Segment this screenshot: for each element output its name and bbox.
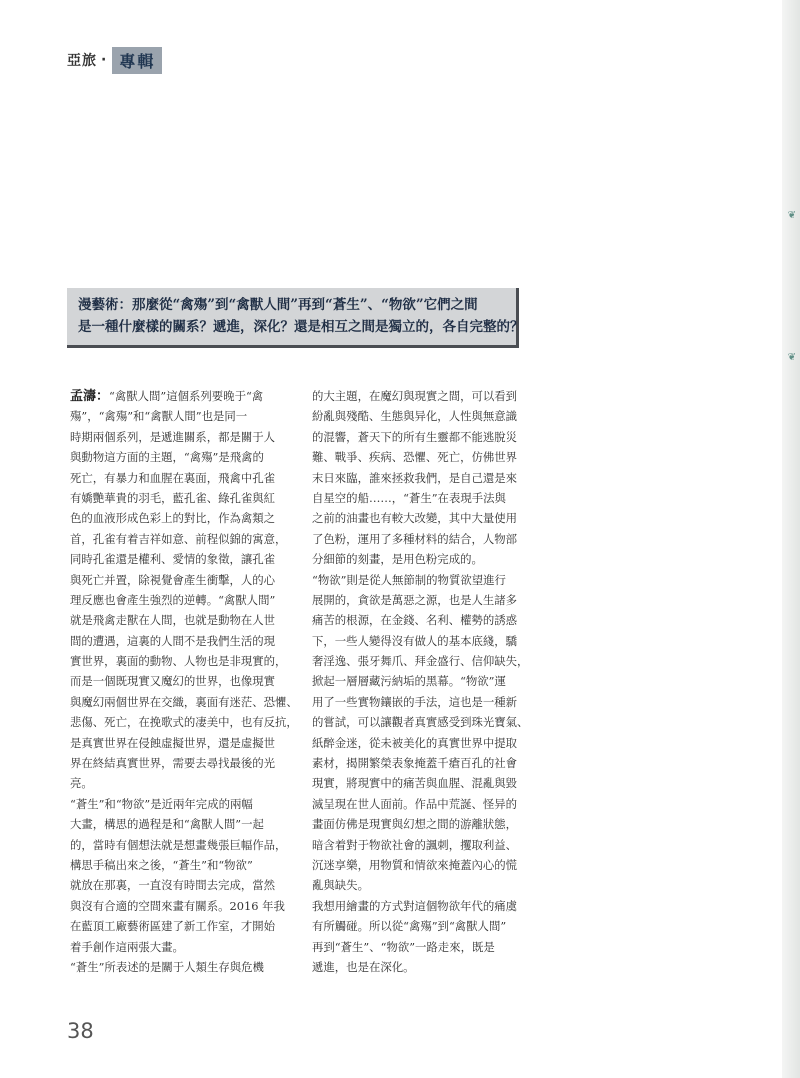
line-text: 遞進，也是在深化。 bbox=[312, 959, 415, 974]
text-line bbox=[70, 814, 282, 834]
text-line bbox=[70, 916, 282, 936]
text-line bbox=[312, 386, 524, 406]
line-text: 奢淫逸、張牙舞爪、拜金盛行、信仰缺失， bbox=[312, 654, 529, 669]
text-line bbox=[70, 835, 287, 855]
text-line bbox=[312, 651, 529, 671]
line-text: 之前的油畫也有較大改變，其中大量使用 bbox=[312, 511, 518, 526]
text-line bbox=[70, 855, 282, 875]
line-text: “禽獸人間”這個系列要晚于“禽 bbox=[109, 389, 264, 403]
line-text: 與魔幻兩個世界在交織，裏面有迷茫、恐懼、 bbox=[70, 694, 298, 709]
line-text: 再到“蒼生”、“物欲”一路走來，既是 bbox=[312, 939, 495, 954]
line-text: 紛亂與殘酷、生態與异化，人性與無意識 bbox=[312, 409, 518, 424]
text-line bbox=[312, 508, 524, 528]
text-line bbox=[70, 875, 282, 895]
question-box bbox=[67, 288, 524, 348]
text-line bbox=[312, 814, 524, 834]
text-line bbox=[312, 570, 524, 590]
answer-column-right bbox=[312, 386, 529, 977]
text-line bbox=[70, 671, 282, 691]
text-line bbox=[312, 712, 529, 732]
line-text: 分細節的刻畫，是用色粉完成的。 bbox=[312, 552, 483, 567]
leaf-sprig-icon: ❦ bbox=[787, 210, 796, 221]
text-line bbox=[312, 631, 524, 651]
line-text: 亂與缺失。 bbox=[312, 878, 369, 893]
line-text: 滅呈現在世人面前。作品中荒誕、怪异的 bbox=[312, 796, 518, 811]
text-line bbox=[70, 773, 282, 793]
line-text: 悲傷、死亡，在挽歌式的凄美中，也有反抗， bbox=[70, 715, 298, 730]
section-header bbox=[67, 46, 162, 74]
line-text: 難、戰爭、疾病、恐懼、死亡，仿佛世界 bbox=[312, 450, 518, 465]
line-text: 暗含着對于物欲社會的諷刺，攫取利益、 bbox=[312, 837, 518, 852]
line-text: “蒼生”所表述的是關于人類生存與危機 bbox=[70, 959, 264, 974]
line-text: 的大主題，在魔幻與現實之間，可以看到 bbox=[312, 389, 518, 403]
line-text: 實世界，裏面的動物、人物也是非現實的， bbox=[70, 654, 287, 669]
line-text: 自星空的船……，“蒼生”在表現手法與 bbox=[312, 490, 506, 505]
line-text: 就放在那裏，一直沒有時間去完成，當然 bbox=[70, 878, 276, 893]
text-line bbox=[70, 610, 282, 630]
line-text: 間的遭遇，這裏的人間不是我們生活的現 bbox=[70, 633, 276, 648]
line-text: 時期兩個系列，是遞進關系，都是關于人 bbox=[70, 429, 276, 444]
question-line: 是一種什麼樣的關系？遞進，深化？還是相互之間是獨立的，各自完整的？ bbox=[78, 318, 524, 335]
text-line bbox=[312, 855, 524, 875]
line-text: 亮。 bbox=[70, 776, 93, 791]
text-line bbox=[70, 468, 282, 488]
text-line bbox=[312, 427, 524, 447]
text-line bbox=[312, 753, 524, 773]
text-line bbox=[70, 733, 282, 753]
line-text: 了色粉，運用了多種材料的結合，人物部 bbox=[312, 531, 518, 546]
line-text: 我想用繪畫的方式對這個物欲年代的痛虞 bbox=[312, 898, 518, 913]
line-text: 的，當時有個想法就是想畫幾張巨幅作品， bbox=[70, 837, 287, 852]
text-line bbox=[70, 957, 282, 977]
leaf-sprig-icon: ❦ bbox=[787, 352, 796, 363]
text-line bbox=[312, 590, 524, 610]
line-text: 着手創作這兩張大畫。 bbox=[70, 939, 184, 954]
text-line bbox=[312, 529, 524, 549]
speaker-label: 孟濤： bbox=[70, 389, 110, 404]
text-line bbox=[312, 937, 524, 957]
line-text: 死亡，有暴力和血腥在裏面，飛禽中孔雀 bbox=[70, 470, 276, 485]
line-text: 界在終結真實世界，需要去尋找最後的光 bbox=[70, 756, 276, 771]
text-line bbox=[312, 468, 524, 488]
text-line bbox=[70, 896, 285, 916]
line-text: 用了一些實物鑲嵌的手法，這也是一種新 bbox=[312, 694, 518, 709]
line-text: 的嘗試，可以讓觀者真實感受到珠光寶氣、 bbox=[312, 715, 529, 730]
line-text: 是真實世界在侵蝕虛擬世界，還是虛擬世 bbox=[70, 735, 276, 750]
text-line bbox=[70, 386, 282, 406]
line-text: 末日來臨，誰來拯救我們，是自己還是來 bbox=[312, 470, 518, 485]
line-text: 大畫，構思的過程是和“禽獸人間”一起 bbox=[70, 817, 264, 832]
text-line bbox=[312, 773, 524, 793]
line-text: 下，一些人變得沒有做人的基本底綫，驕 bbox=[312, 633, 518, 648]
line-text: 紙醉金迷，從未被美化的真實世界中提取 bbox=[312, 735, 518, 750]
text-line bbox=[70, 794, 282, 814]
text-line bbox=[70, 549, 282, 569]
text-line bbox=[312, 733, 524, 753]
line-text: 與沒有合適的空間來畫有關系。2016 年我 bbox=[70, 898, 285, 913]
line-text: 色的血液形成色彩上的對比，作為禽類之 bbox=[70, 511, 276, 526]
question-line: 漫藝術：那麼從“禽殤”到“禽獸人間”再到“蒼生”、“物欲”它們之間 bbox=[78, 297, 478, 313]
text-line bbox=[70, 937, 282, 957]
line-text: 就是飛禽走獸在人間，也就是動物在人世 bbox=[70, 613, 276, 628]
text-line bbox=[70, 427, 282, 447]
line-text: 有嬌艷華貴的羽毛，藍孔雀、綠孔雀與紅 bbox=[70, 490, 276, 505]
line-text: 殤”，“禽殤”和“禽獸人間”也是同一 bbox=[70, 409, 248, 424]
text-line bbox=[312, 835, 524, 855]
line-text: 而是一個既現實又魔幻的世界，也像現實 bbox=[70, 674, 276, 689]
line-text: 的混響，蒼天下的所有生靈都不能逃脫災 bbox=[312, 429, 518, 444]
series-label: 亞旅 bbox=[67, 53, 97, 69]
line-text: 展開的，貪欲是萬惡之源，也是人生諸多 bbox=[312, 592, 518, 607]
text-line bbox=[70, 508, 282, 528]
text-line bbox=[312, 794, 524, 814]
text-line bbox=[312, 671, 524, 691]
text-line bbox=[312, 447, 524, 467]
page-number: 38 bbox=[67, 1019, 94, 1043]
text-line bbox=[70, 406, 282, 426]
text-line bbox=[70, 590, 282, 610]
text-line bbox=[70, 631, 282, 651]
text-line bbox=[312, 549, 524, 569]
text-line bbox=[312, 692, 524, 712]
line-text: 首，孔雀有着吉祥如意、前程似錦的寓意， bbox=[70, 531, 287, 546]
line-text: 掀起一層層藏污納垢的黑幕。“物欲”運 bbox=[312, 674, 506, 689]
separator-dot: · bbox=[101, 52, 107, 68]
text-line bbox=[70, 570, 282, 590]
text-line bbox=[312, 916, 524, 936]
line-text: 沉迷享樂，用物質和情欲來掩蓋內心的慌 bbox=[312, 857, 518, 872]
text-line bbox=[312, 896, 524, 916]
text-line bbox=[312, 406, 524, 426]
text-line bbox=[312, 610, 524, 630]
line-text: 與動物這方面的主題，“禽殤”是飛禽的 bbox=[70, 450, 264, 465]
line-text: 與死亡并置，除視覺會產生衝擊，人的心 bbox=[70, 572, 276, 587]
line-text: 在藍頂工廠藝術區建了新工作室，才開始 bbox=[70, 919, 276, 934]
text-line bbox=[70, 651, 287, 671]
text-line bbox=[70, 529, 287, 549]
line-text: 有所觸碰。所以從“禽殤”到“禽獸人間” bbox=[312, 919, 507, 934]
line-text: “物欲”則是從人無節制的物質欲望進行 bbox=[312, 572, 506, 587]
line-text: 畫面仿佛是現實與幻想之間的游離狀態， bbox=[312, 817, 518, 832]
text-line bbox=[70, 692, 298, 712]
line-text: 構思手稿出來之後，“蒼生”和“物欲” bbox=[70, 857, 253, 872]
section-badge: 專輯 bbox=[112, 47, 162, 74]
answer-column-left bbox=[70, 386, 298, 977]
line-text: 理反應也會產生強烈的逆轉。“禽獸人間” bbox=[70, 592, 276, 607]
line-text: 痛苦的根源，在金錢、名利、權勢的誘惑 bbox=[312, 613, 518, 628]
text-line bbox=[70, 753, 282, 773]
text-line bbox=[312, 875, 524, 895]
text-line bbox=[70, 712, 298, 732]
line-text: 素材，揭開繁榮表象掩蓋千瘡百孔的社會 bbox=[312, 756, 518, 771]
text-line bbox=[70, 447, 282, 467]
line-text: “蒼生”和“物欲”是近兩年完成的兩幅 bbox=[70, 796, 253, 811]
text-line bbox=[70, 488, 282, 508]
page-edge bbox=[782, 0, 800, 1078]
line-text: 現實，將現實中的痛苦與血腥、混亂與毀 bbox=[312, 776, 518, 791]
text-line bbox=[312, 957, 524, 977]
line-text: 同時孔雀還是權利、愛情的象徵，讓孔雀 bbox=[70, 552, 276, 567]
text-line bbox=[312, 488, 524, 508]
